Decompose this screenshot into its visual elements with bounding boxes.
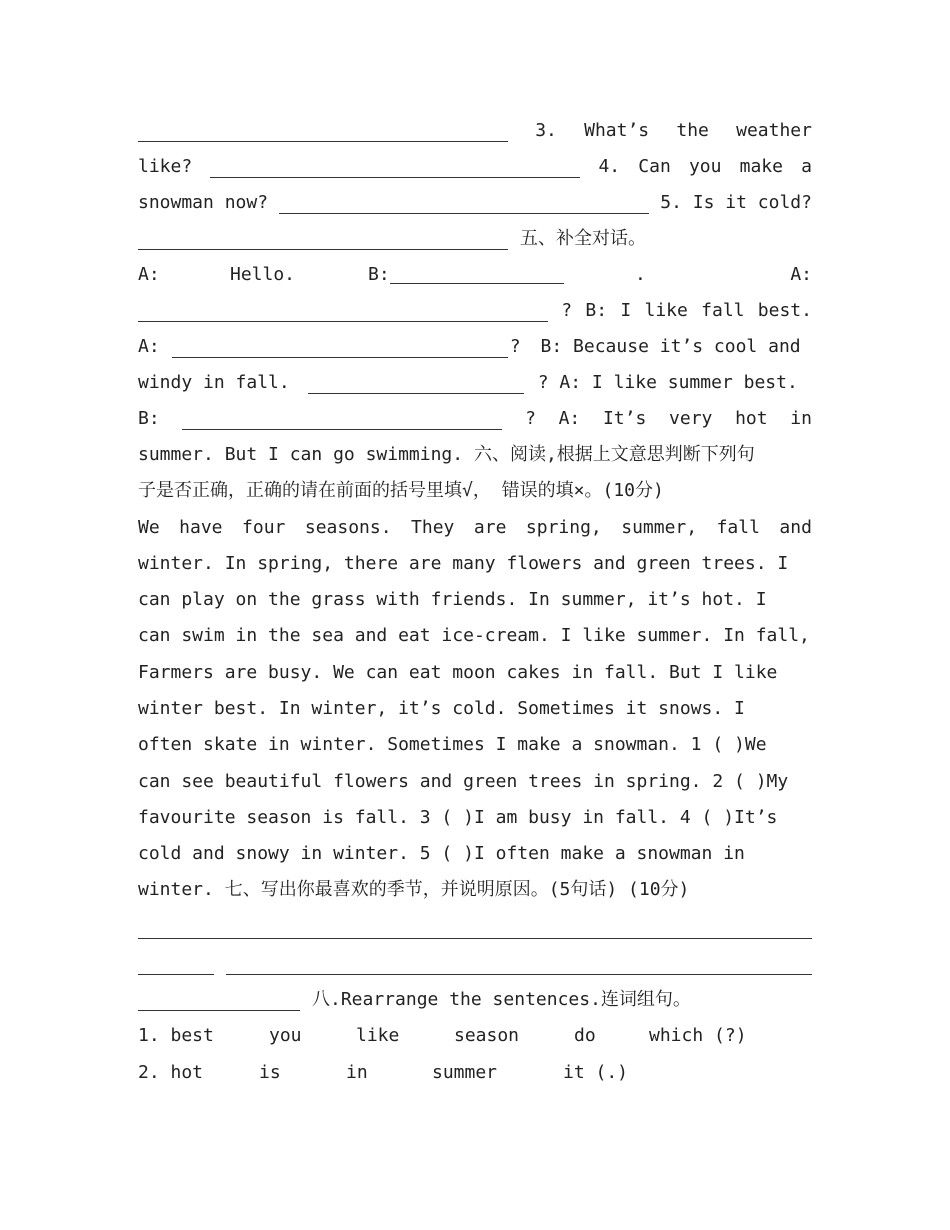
- line-2: [138, 149, 812, 185]
- reading-word: have: [179, 517, 223, 538]
- line-5: [138, 257, 812, 293]
- answer-blank[interactable]: [210, 157, 580, 178]
- speaker-a: A:: [138, 264, 160, 285]
- judgement-line-3: cold and snowy in winter. 5 ( )I often make a snowman in: [138, 843, 745, 864]
- reading-line-2: winter. In spring, there are many flowers and green trees. I: [138, 553, 789, 574]
- q5-text: 5. Is it cold?: [660, 192, 812, 213]
- dialogue-punct: ?: [561, 300, 573, 321]
- q4-number: 4.: [598, 156, 621, 177]
- answer-blank[interactable]: [182, 409, 502, 430]
- answer-blank[interactable]: [172, 337, 508, 358]
- dialogue-punct: ?: [525, 408, 536, 429]
- speaker-b: B:: [368, 264, 390, 285]
- reading-line-6: winter best. In winter, it’s cold. Sometimes it snows. I: [138, 698, 745, 719]
- q3-word: What’s: [584, 120, 650, 141]
- q3-word: the: [676, 120, 709, 141]
- answer-blank[interactable]: [279, 193, 649, 214]
- line-9: [138, 401, 812, 437]
- line-1: [138, 113, 812, 149]
- rearrange-item-2: [138, 1055, 812, 1091]
- reading-word: We: [138, 517, 160, 538]
- section-8-title: 八.Rearrange the sentences.连词组句。: [312, 989, 691, 1010]
- line-4: [138, 221, 812, 257]
- reading-word: four: [242, 517, 286, 538]
- q4-word: make: [739, 156, 783, 177]
- rearrange-word: 1. best: [138, 1025, 214, 1046]
- answer-blank[interactable]: [390, 263, 564, 284]
- q3-word: weather: [736, 120, 812, 141]
- line-6: [138, 293, 812, 329]
- answer-blank[interactable]: [138, 229, 508, 250]
- q4-end: snowman now?: [138, 192, 269, 213]
- writing-line[interactable]: [226, 954, 812, 975]
- writing-line[interactable]: [138, 954, 214, 975]
- line-3: [138, 185, 812, 221]
- rearrange-word: like: [356, 1025, 400, 1046]
- dialogue-text: Hello.: [230, 264, 296, 285]
- dialogue-punct: .: [635, 264, 646, 285]
- reading-word: seasons.: [304, 517, 392, 538]
- dialogue-word: fall: [701, 300, 745, 321]
- q3-end: like?: [138, 156, 193, 177]
- q4-word: you: [688, 156, 722, 177]
- q4-word: a: [801, 156, 812, 177]
- rearrange-word: season: [454, 1025, 520, 1046]
- section-7-title: winter. 七、写出你最喜欢的季节，并说明原因。(5句话) (10分): [138, 879, 690, 900]
- dialogue-text: windy in fall.: [138, 372, 290, 393]
- speaker-a: A:: [138, 336, 160, 357]
- answer-blank[interactable]: [308, 373, 524, 394]
- line-7: [138, 329, 812, 365]
- dialogue-punct: ?: [509, 336, 521, 357]
- line-8: [138, 365, 812, 401]
- reading-word: spring,: [525, 517, 602, 538]
- judgement-line-1: can see beautiful flowers and green trees in spring. 2 ( )My: [138, 771, 789, 792]
- rearrange-word: 2. hot: [138, 1062, 204, 1083]
- q3-number: 3.: [535, 120, 557, 141]
- reading-word: summer,: [621, 517, 698, 538]
- answer-blank[interactable]: [138, 301, 548, 322]
- dialogue-word: A:: [558, 408, 581, 429]
- line-10: summer. But I can go swimming. 六、阅读,根据上文意思判断下列句: [138, 444, 755, 465]
- dialogue-text: B: Because it’s cool and: [540, 336, 801, 357]
- reading-word: They: [411, 517, 455, 538]
- writing-line[interactable]: [138, 918, 812, 939]
- rearrange-word: it (.): [563, 1062, 629, 1083]
- dialogue-word: in: [790, 408, 812, 429]
- speaker-b: B:: [138, 408, 160, 429]
- speaker-a: A:: [790, 264, 812, 285]
- judgement-line-2: favourite season is fall. 3 ( )I am busy in fall. 4 ( )It’s: [138, 807, 778, 828]
- reading-line-3: can play on the grass with friends. In summer, it’s hot. I: [138, 589, 767, 610]
- dialogue-word: hot: [735, 408, 768, 429]
- rearrange-word: summer: [432, 1062, 498, 1083]
- reading-word: are: [473, 517, 507, 538]
- dialogue-word: very: [669, 408, 713, 429]
- rearrange-word: you: [269, 1025, 302, 1046]
- answer-blank[interactable]: [138, 121, 508, 142]
- reading-word: fall: [716, 517, 760, 538]
- writing-line[interactable]: [138, 990, 300, 1011]
- dialogue-word: It’s: [602, 408, 647, 429]
- dialogue-word: I: [620, 300, 632, 321]
- rearrange-word: is: [259, 1062, 281, 1083]
- rearrange-word: do: [574, 1025, 596, 1046]
- dialogue-word: best.: [757, 300, 812, 321]
- dialogue-text: ? A: I like summer best.: [537, 372, 798, 393]
- rearrange-word: in: [346, 1062, 368, 1083]
- reading-line-4: can swim in the sea and eat ice-cream. I like summer. In fall,: [138, 625, 810, 646]
- reading-line-5: Farmers are busy. We can eat moon cakes in fall. But I like: [138, 662, 778, 683]
- reading-line-1: [138, 510, 812, 546]
- speaker-b: B:: [585, 300, 608, 321]
- reading-line-7: often skate in winter. Sometimes I make a snowman. 1 ( )We: [138, 734, 767, 755]
- q4-word: Can: [638, 156, 671, 177]
- section-6-instructions: 子是否正确，正确的请在前面的括号里填√， 错误的填×。(10分): [138, 480, 664, 501]
- line-25: [138, 982, 812, 1018]
- rearrange-word: which (?): [649, 1025, 747, 1046]
- rearrange-item-1: [138, 1018, 812, 1054]
- dialogue-word: like: [644, 300, 688, 321]
- reading-word: and: [779, 517, 812, 538]
- section-5-title: 五、补全对话。: [520, 228, 646, 249]
